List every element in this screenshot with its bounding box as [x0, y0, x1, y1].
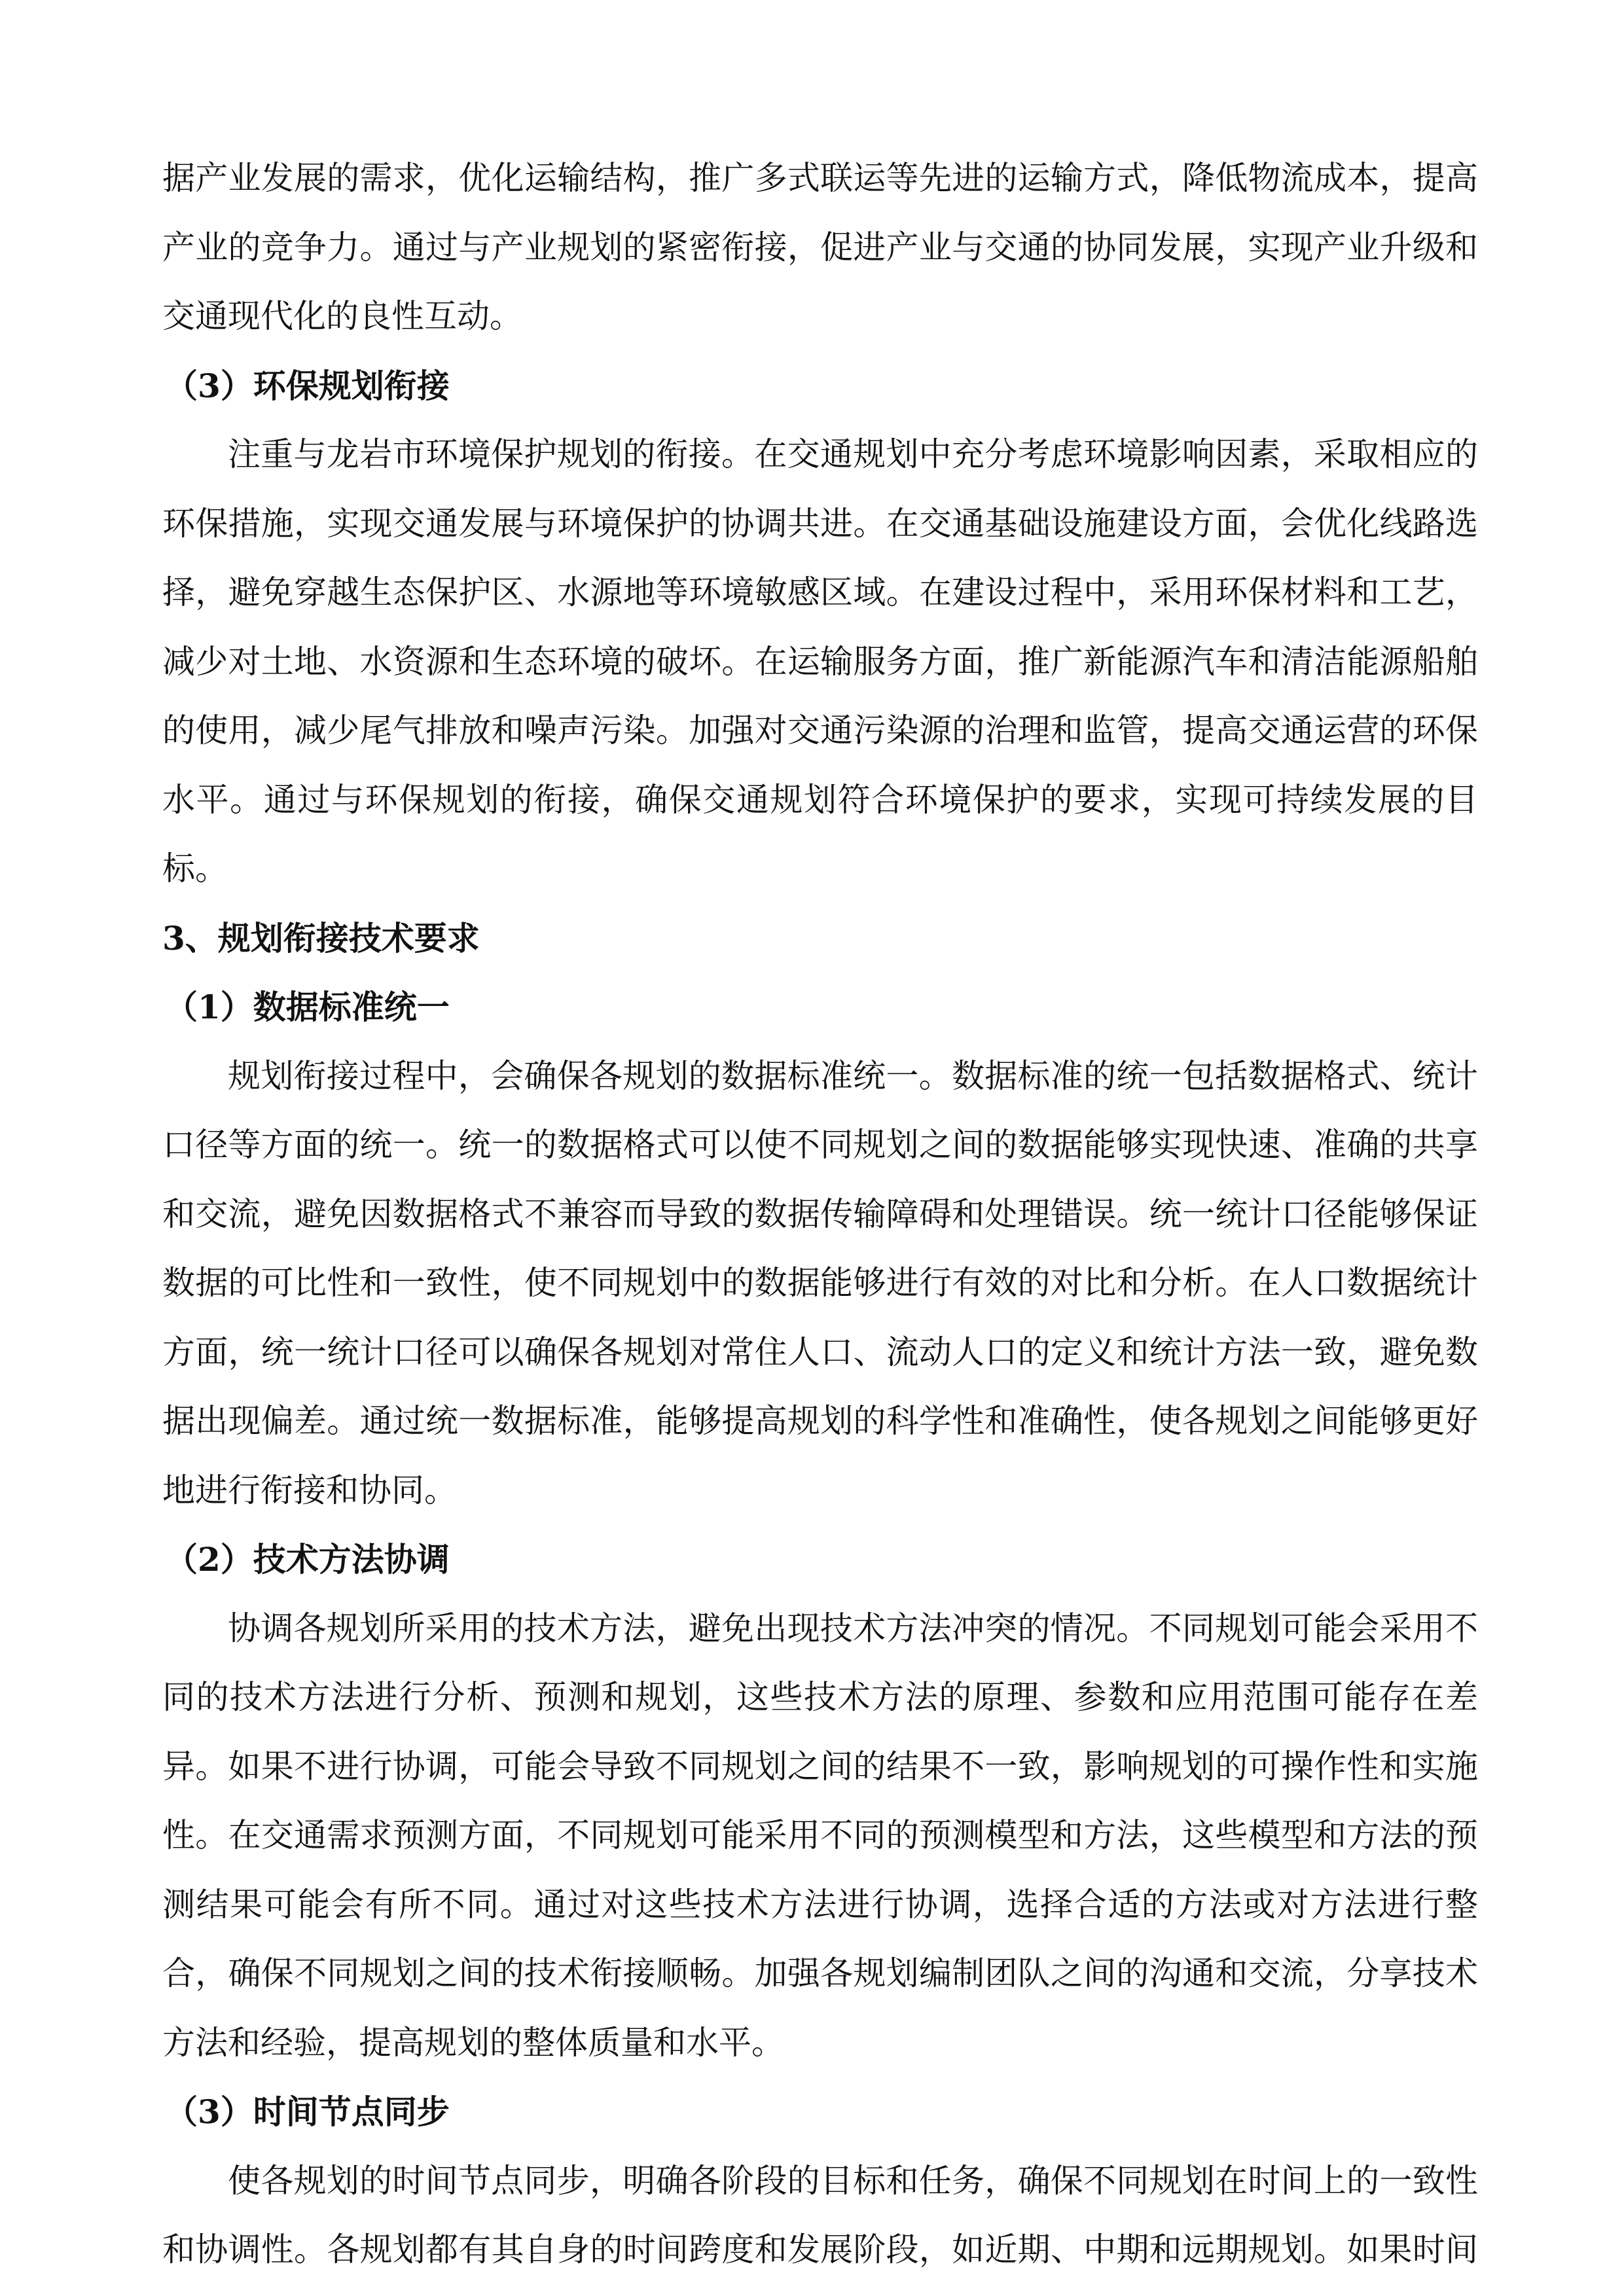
subsection-heading: （2）技术方法协调: [165, 1540, 450, 1579]
text-line: 使各规划的时间节点同步，明确各阶段的目标和任务，确保不同规划在时间上的一致性: [228, 2161, 1478, 2200]
text-line: 口径等方面的统一。统一的数据格式可以使不同规划之间的数据能够实现快速、准确的共享: [162, 1126, 1478, 1164]
text-line: 协调各规划所采用的技术方法，避免出现技术方法冲突的情况。不同规划可能会采用不: [228, 1609, 1478, 1647]
paragraph: [162, 1042, 1478, 1526]
text-line: 环保措施，实现交通发展与环境保护的协调共进。在交通基础设施建设方面，会优化线路选: [162, 504, 1478, 543]
subsection-heading: （3）时间节点同步: [165, 2092, 450, 2131]
text-line: 择，避免穿越生态保护区、水源地等环境敏感区域。在建设过程中，采用环保材料和工艺，: [162, 573, 1478, 611]
text-line: 产业的竞争力。通过与产业规划的紧密衔接，促进产业与交通的协同发展，实现产业升级和: [162, 228, 1478, 266]
text-line: 水平。通过与环保规划的衔接，确保交通规划符合环境保护的要求，实现可持续发展的目: [162, 780, 1478, 819]
text-line: 性。在交通需求预测方面，不同规划可能采用不同的预测模型和方法，这些模型和方法的预: [162, 1816, 1478, 1854]
text-line: 规划衔接过程中，会确保各规划的数据标准统一。数据标准的统一包括数据格式、统计: [228, 1056, 1478, 1095]
paragraph: [162, 1594, 1478, 2078]
document-page: [162, 144, 1478, 2285]
text-line: 方法和经验，提高规划的整体质量和水平。: [162, 2023, 784, 2062]
section-heading: 3、规划衔接技术要求: [162, 918, 480, 958]
subsection-heading: （1）数据标准统一: [165, 988, 450, 1026]
text-line: 据产业发展的需求，优化运输结构，推广多式联运等先进的运输方式，降低物流成本，提高: [162, 159, 1478, 197]
text-line: 同的技术方法进行分析、预测和规划，这些技术方法的原理、参数和应用范围可能存在差: [162, 1678, 1478, 1716]
text-line: 方面，统一统计口径可以确保各规划对常住人口、流动人口的定义和统计方法一致，避免数: [162, 1333, 1478, 1371]
paragraph: [162, 420, 1478, 904]
text-line: 数据的可比性和一致性，使不同规划中的数据能够进行有效的对比和分析。在人口数据统计: [162, 1264, 1478, 1302]
paragraph: [162, 144, 1478, 351]
text-line: 减少对土地、水资源和生态环境的破坏。在运输服务方面，推广新能源汽车和清洁能源船舶: [162, 642, 1478, 681]
text-line: 据出现偏差。通过统一数据标准，能够提高规划的科学性和准确性，使各规划之间能够更好: [162, 1402, 1478, 1440]
text-line: 交通现代化的良性互动。: [162, 297, 522, 335]
text-line: 和协调性。各规划都有其自身的时间跨度和发展阶段，如近期、中期和远期规划。如果时间: [162, 2231, 1478, 2269]
text-line: 异。如果不进行协调，可能会导致不同规划之间的结果不一致，影响规划的可操作性和实施: [162, 1747, 1478, 1785]
text-line: 测结果可能会有所不同。通过对这些技术方法进行协调，选择合适的方法或对方法进行整: [162, 1885, 1478, 1924]
text-line: 标。: [162, 850, 228, 888]
text-line: 合，确保不同规划之间的技术衔接顺畅。加强各规划编制团队之间的沟通和交流，分享技术: [162, 1954, 1478, 1992]
text-line: 注重与龙岩市环境保护规划的衔接。在交通规划中充分考虑环境影响因素，采取相应的: [228, 435, 1478, 473]
paragraph: [162, 2147, 1478, 2285]
text-line: 和交流，避免因数据格式不兼容而导致的数据传输障碍和处理错误。统一统计口径能够保证: [162, 1194, 1478, 1233]
text-line: 的使用，减少尾气排放和噪声污染。加强对交通污染源的治理和监管，提高交通运营的环保: [162, 711, 1478, 749]
text-line: 地进行衔接和协同。: [162, 1471, 457, 1509]
subsection-heading: （3）环保规划衔接: [165, 366, 450, 405]
